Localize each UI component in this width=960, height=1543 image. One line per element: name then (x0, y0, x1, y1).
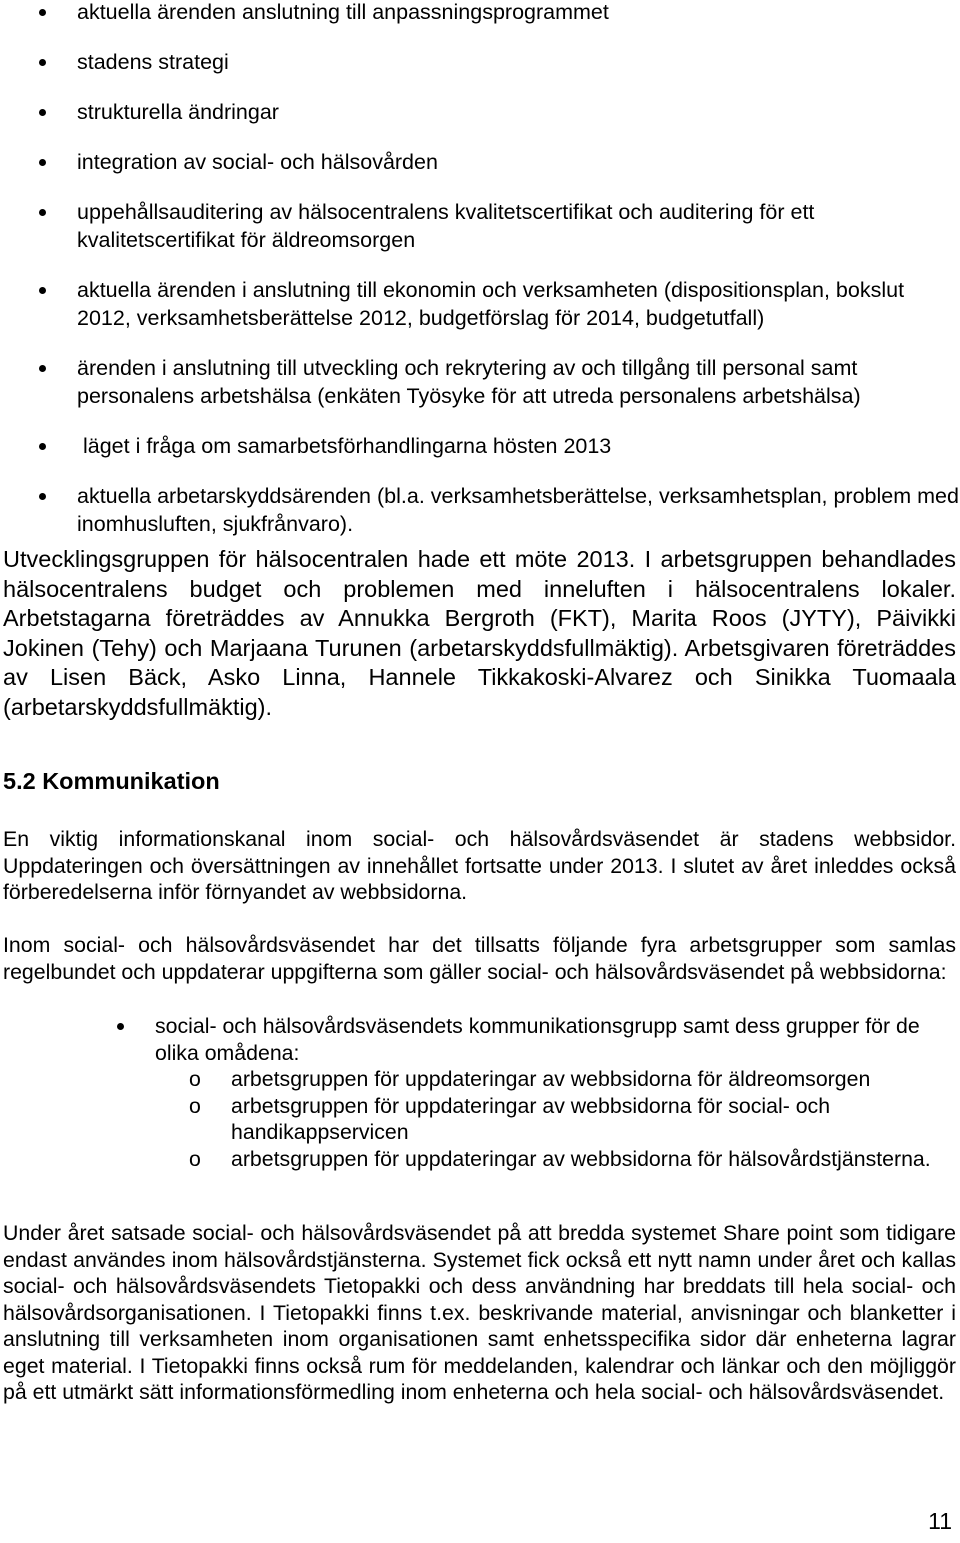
list-item (0, 1013, 960, 1172)
list-item-text: läget i fråga om samarbetsförhandlingarna hösten 2013 (77, 434, 612, 458)
bullet-icon (39, 493, 46, 500)
paragraph-share-point: Under året satsade social- och hälsovårdsväsendet på att bredda systemet Share point som tidigare endast användes inom hälsovårdstjänsterna. Systemet fick också ett nytt namn under året och kallas social- och hälsovårdsväsendets Tietopakki och dess användning har breddats till hela social- och hälsovårdsorganisationen. I Tietopakki finns t.ex. beskrivande material, anvisningar och blanketter i anslutning till verksamheten inom organisationen samt enhetsspecifika sidor där enheterna lagrar eget material. I Tietopakki finns också rum för meddelanden, kalendrar och länkar och den möjliggör på ett utmärkt sätt informationsförmedling inom enheterna och hela social- och hälsovårdsväsendet. (3, 1221, 956, 1404)
working-group-list (0, 1013, 960, 1172)
list-item-text: aktuella ärenden anslutning till anpassningsprogrammet (77, 0, 609, 24)
bullet-icon (39, 109, 46, 116)
page-number: 11 (928, 1508, 952, 1534)
sub-list-item (155, 1066, 931, 1093)
sub-list-item-text: arbetsgruppen för uppdateringar av webbsidorna för social- och handikappservicen (231, 1093, 831, 1144)
sub-list-item-text: arbetsgruppen för uppdateringar av webbsidorna för hälsovårdstjänsterna. (231, 1146, 931, 1171)
list-item (0, 354, 960, 410)
list-item (0, 276, 960, 332)
paragraph-utvecklingsgruppen: Utvecklingsgruppen för hälsocentralen hade ett möte 2013. I arbetsgruppen behandlades hälsocentralens budget och problemen med inneluften i hälsocentralens lokaler. Arbetstagarna företräddes av Annukka Bergroth (FKT), Marita Roos (JYTY), Päivikki Jokinen (Tehy) och Marjaana Turunen (arbetarskyddsfullmäktig). Arbetsgivaren företräddes av Lisen Bäck, Asko Linna, Hannele Tikkakoski-Alvarez och Sinikka Tuomaala (arbetarskyddsfullmäktig). (3, 546, 956, 720)
bullet-icon (39, 9, 46, 16)
list-item-text: ärenden i anslutning till utveckling och rekrytering av och tillgång till personal samt personalens arbetshälsa (enkäten Työsyke för att utreda personalens arbetshälsa) (77, 356, 861, 408)
paragraph-arbetsgrupper: Inom social- och hälsovårdsväsendet har det tillsatts följande fyra arbetsgrupper som samlas regelbundet och uppdaterar uppgifterna som gäller social- och hälsovårdsväsendet på webbsidorna: (3, 933, 956, 984)
list-item (0, 148, 960, 176)
sub-list-item (155, 1146, 931, 1173)
sub-list (155, 1066, 960, 1172)
list-item (0, 198, 960, 254)
list-item-text: stadens strategi (77, 50, 229, 74)
bullet-icon (39, 59, 46, 66)
bullet-icon (39, 443, 46, 450)
list-item (0, 0, 960, 26)
bullet-icon (39, 365, 46, 372)
list-item-text: strukturella ändringar (77, 100, 279, 124)
bullet-icon (39, 287, 46, 294)
list-item-text: social- och hälsovårdsväsendets kommunikationsgrupp samt dess grupper för de olika omådena: (155, 1014, 920, 1065)
topic-bullet-list (0, 0, 960, 538)
bullet-icon (39, 209, 46, 216)
circle-bullet-icon: o (189, 1146, 201, 1171)
list-item (0, 98, 960, 126)
bullet-icon (39, 159, 46, 166)
paragraph-informationskanal: En viktig informationskanal inom social- och hälsovårdsväsendet är stadens webbsidor. Uppdateringen och översättningen av innehållet fortsatte under 2013. I slutet av året inleddes också förberedelserna inför förnyandet av webbsidorna. (3, 827, 956, 904)
list-item (0, 432, 960, 460)
circle-bullet-icon: o (189, 1067, 201, 1091)
sub-list-item-text: arbetsgruppen för uppdateringar av webbsidorna för äldreomsorgen (231, 1067, 871, 1091)
section-heading: 5.2 Kommunikation (3, 768, 220, 794)
list-item-text: uppehållsauditering av hälsocentralens kvalitetscertifikat och auditering för ett kvalitetscertifikat för äldreomsorgen (77, 200, 815, 252)
list-item-text: aktuella arbetarskyddsärenden (bl.a. verksamhetsberättelse, verksamhetsplan, problem med inomhusluften, sjukfrånvaro). (77, 484, 959, 536)
bullet-icon (117, 1023, 124, 1030)
list-item (0, 48, 960, 76)
list-item-text: aktuella ärenden i anslutning till ekonomin och verksamheten (dispositionsplan, bokslut 2012, verksamhetsberättelse 2012, budgetförslag för 2014, budgetutfall) (77, 278, 905, 330)
list-item-text: integration av social- och hälsovården (77, 150, 438, 174)
list-item (0, 482, 960, 538)
circle-bullet-icon: o (189, 1093, 201, 1118)
sub-list-item (155, 1093, 931, 1146)
